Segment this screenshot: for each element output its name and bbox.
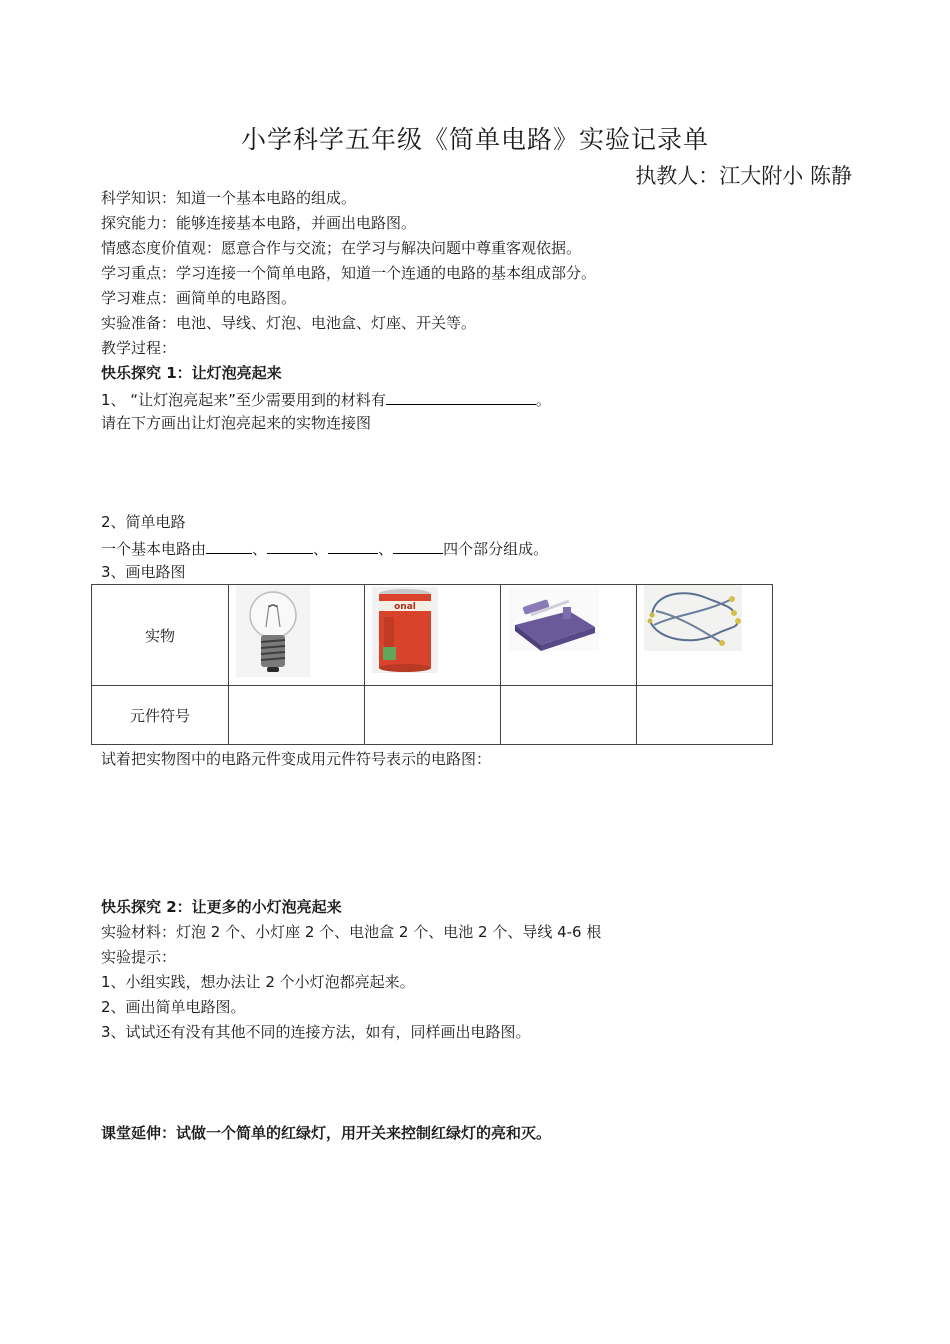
q2-blank-4[interactable]	[393, 537, 443, 554]
page-title: 小学科学五年级《简单电路》实验记录单	[240, 125, 709, 154]
explore1-question1	[101, 388, 551, 410]
cell-bulb	[229, 585, 365, 686]
q2-blank-1[interactable]	[206, 537, 252, 554]
wire-image	[644, 585, 742, 651]
author-line: 执教人：江大附小 陈静	[635, 164, 852, 188]
symbol-cell-battery[interactable]	[365, 686, 501, 745]
q2-blank-3[interactable]	[328, 537, 378, 554]
row-label-symbols: 元件符号	[92, 686, 229, 745]
symbol-cell-bulb[interactable]	[229, 686, 365, 745]
table-row-objects	[92, 585, 773, 686]
cell-wire	[637, 585, 773, 686]
intro-ability: 探究能力：能够连接基本电路，并画出电路图。	[101, 214, 417, 232]
switch-image	[509, 587, 599, 651]
explore2-tip-2: 2、画出简单电路图。	[101, 998, 246, 1016]
circuit-diagram-instruction: 试着把实物图中的电路元件变成用元件符号表示的电路图：	[101, 750, 492, 768]
battery-image	[372, 587, 438, 673]
explore1-heading: 快乐探究 1：让灯泡亮起来	[101, 364, 282, 382]
explore2-tip-1: 1、小组实践，想办法让 2 个小灯泡都亮起来。	[101, 973, 415, 991]
q1-suffix: 。	[535, 391, 551, 409]
q2-sep-1: 、	[252, 540, 268, 558]
cell-battery	[365, 585, 501, 686]
explore2-tip-3: 3、试试还有没有其他不同的连接方法，如有，同样画出电路图。	[101, 1023, 531, 1041]
q2-suffix: 四个部分组成。	[443, 540, 549, 558]
q2-sep-2: 、	[313, 540, 329, 558]
question3-title: 3、画电路图	[101, 563, 186, 581]
question2-body	[101, 537, 548, 559]
q1-answer-blank[interactable]	[386, 388, 536, 405]
intro-preparation: 实验准备：电池、导线、灯泡、电池盒、灯座、开关等。	[101, 314, 477, 332]
component-table	[91, 584, 773, 745]
intro-attitude: 情感态度价值观：愿意合作与交流；在学习与解决问题中尊重客观依据。	[101, 239, 582, 257]
intro-knowledge: 科学知识：知道一个基本电路的组成。	[101, 189, 357, 207]
explore2-tips-title: 实验提示：	[101, 948, 177, 966]
explore1-instruction: 请在下方画出让灯泡亮起来的实物连接图	[101, 414, 372, 432]
q2-sep-3: 、	[378, 540, 394, 558]
intro-difficulty: 学习难点：画简单的电路图。	[101, 289, 297, 307]
q1-text: 1、 “让灯泡亮起来”至少需要用到的材料有	[101, 391, 386, 409]
symbol-cell-switch[interactable]	[501, 686, 637, 745]
row-label-objects: 实物	[92, 585, 229, 686]
intro-process: 教学过程：	[101, 339, 177, 357]
cell-switch	[501, 585, 637, 686]
table-row-symbols	[92, 686, 773, 745]
intro-key-point: 学习重点：学习连接一个简单电路，知道一个连通的电路的基本组成部分。	[101, 264, 597, 282]
symbol-cell-wire[interactable]	[637, 686, 773, 745]
q2-blank-2[interactable]	[267, 537, 313, 554]
explore2-heading: 快乐探究 2：让更多的小灯泡亮起来	[101, 898, 342, 916]
explore2-materials: 实验材料：灯泡 2 个、小灯座 2 个、电池盒 2 个、电池 2 个、导线 4-6 根	[101, 923, 602, 941]
question2-title: 2、简单电路	[101, 513, 186, 531]
bulb-image	[236, 585, 310, 677]
q2-text: 一个基本电路由	[101, 540, 207, 558]
battery-label: onal	[394, 602, 416, 612]
extension-task: 课堂延伸：试做一个简单的红绿灯，用开关来控制红绿灯的亮和灭。	[101, 1124, 552, 1142]
